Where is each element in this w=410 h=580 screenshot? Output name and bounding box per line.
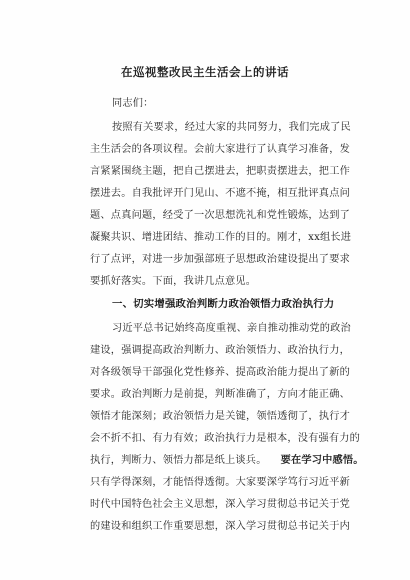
paragraph-line: 只有学得深刻，才能悟得透彻。大家要深学笃行习近平新 xyxy=(90,477,350,488)
paragraph-line: 按照有关要求，经过大家的共同努力，我们完成了民 xyxy=(112,122,351,133)
paragraph-line: 的建设和组织工作重要思想，深入学习贯彻总书记关于内 xyxy=(90,521,350,532)
paragraph-line: 习近平总书记始终高度重视、亲自推动推动党的政治 xyxy=(112,323,351,334)
paragraph-line: 主生活会的各项议程。会前大家进行了认真学习准备，发 xyxy=(90,144,350,155)
paragraph-line: 会不折不扣、有力有效；政治执行力是根本，没有强有力的 xyxy=(90,433,361,444)
paragraph-line: 凝聚共识、增进团结、推动工作的目的。刚才，xx组长进 xyxy=(90,232,352,243)
paragraph-line: 对各级领导干部强化党性修养、提高政治能力提出了新的 xyxy=(90,367,350,378)
emphasis-text: 要在学习中感悟。 xyxy=(280,455,364,466)
paragraph-line: 领悟才能深刻；政治领悟力是关键，领悟透彻了，执行才 xyxy=(90,411,350,422)
document-title: 在巡视整改民主生活会上的讲话 xyxy=(121,65,289,79)
salutation: 同志们： xyxy=(112,98,154,109)
paragraph-line: 行了点评，对进一步加强部班子思想政治建设提出了要求 xyxy=(90,254,350,265)
paragraph-line: 执行，判断力、领悟力都是纸上谈兵。 xyxy=(90,455,267,466)
paragraph-line: 时代中国特色社会主义思想，深入学习贯彻总书记关于党 xyxy=(90,499,350,510)
paragraph-line: 言紧紧围绕主题，把自己摆进去，把职责摆进去，把工作 xyxy=(90,166,350,177)
paragraph-line: 建设，强调提高政治判断力、政治领悟力、政治执行力， xyxy=(90,345,350,356)
section-heading: 一、切实增强政治判断力政治领悟力政治执行力 xyxy=(112,298,335,310)
paragraph-line: 题、点真问题，经受了一次思想洗礼和党性锻炼，达到了 xyxy=(90,210,350,221)
paragraph-line-with-emphasis xyxy=(90,452,364,470)
paragraph-line: 要抓好落实。下面，我讲几点意见。 xyxy=(90,276,257,287)
paragraph-line: 要求。政治判断力是前提，判断准确了，方向才能正确、 xyxy=(90,389,350,400)
paragraph-line: 摆进去。自我批评开门见山、不遮不掩，相互批评真点问 xyxy=(90,188,350,199)
